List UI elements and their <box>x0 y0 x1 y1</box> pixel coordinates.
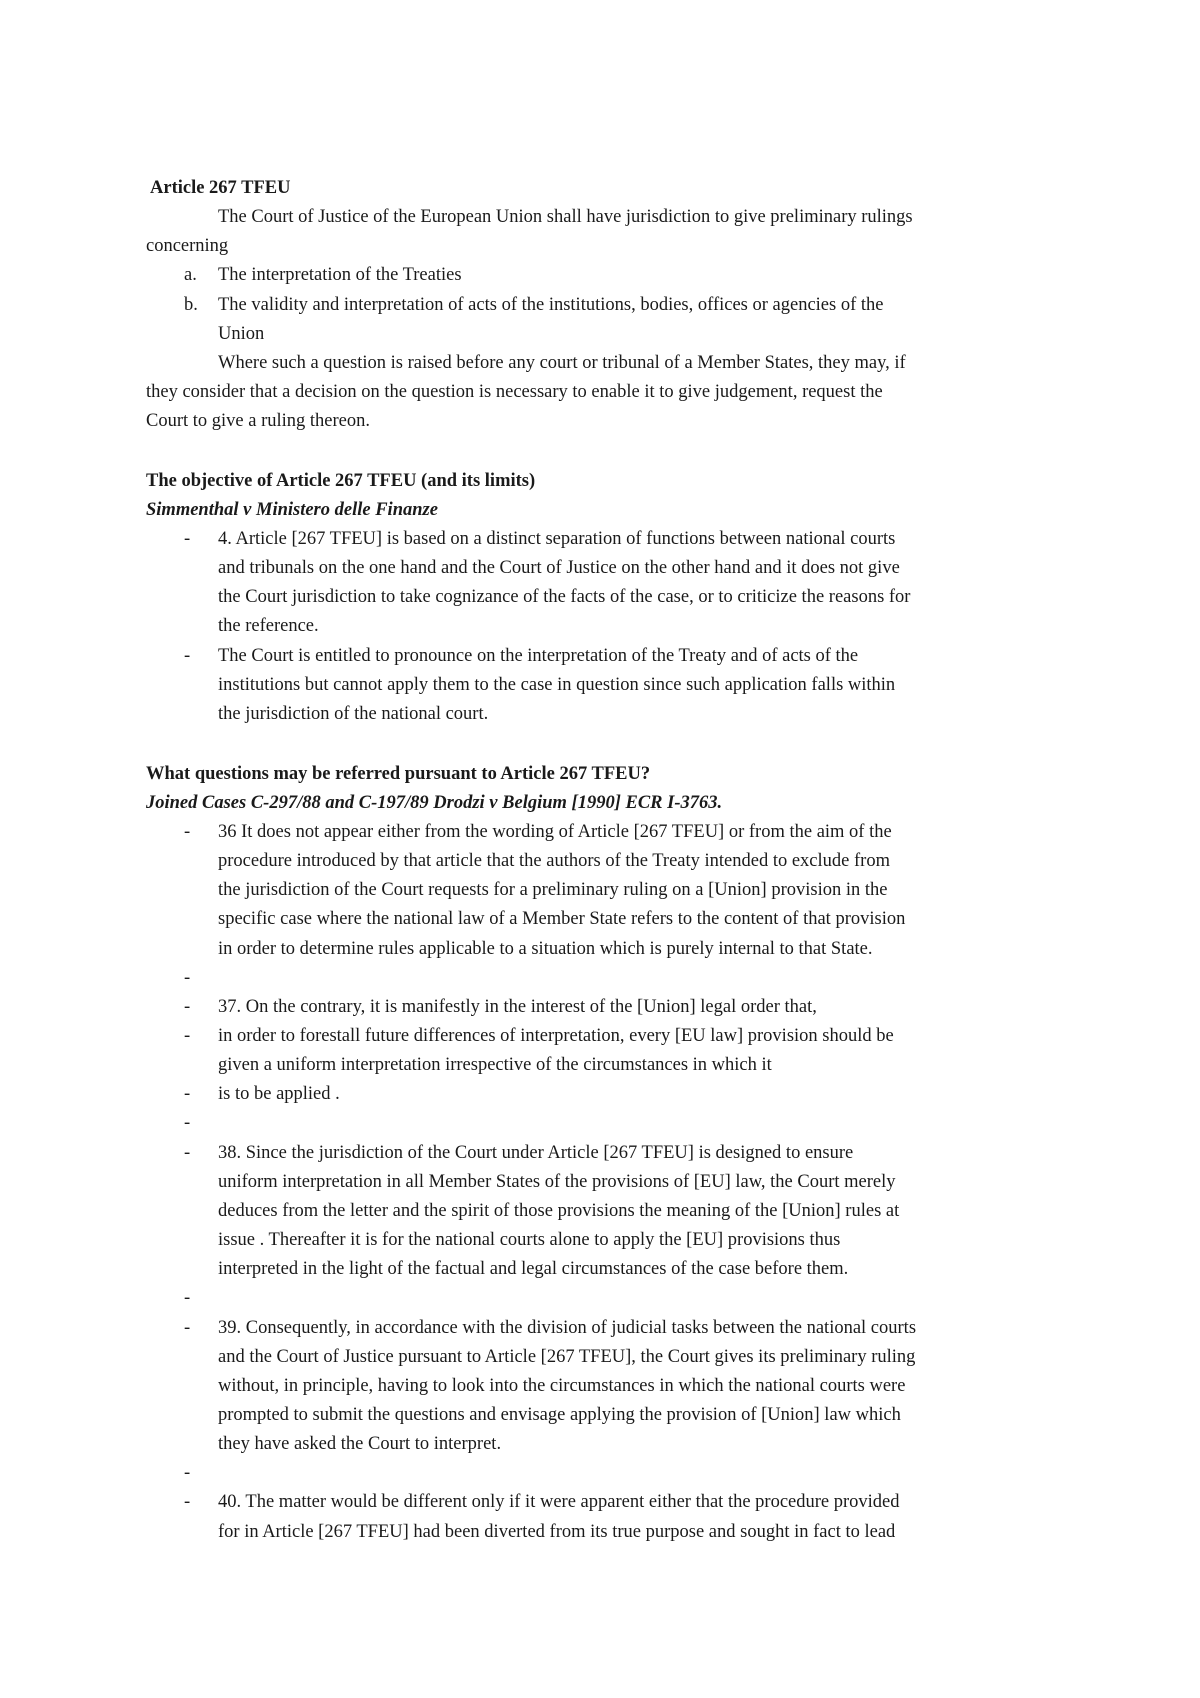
list-item-a: The interpretation of the Treaties <box>218 265 462 285</box>
bullet-text: uniform interpretation in all Member States of the provisions of [EU] law, the Court merely <box>218 1172 896 1192</box>
bullet-text: deduces from the letter and the spirit of those provisions the meaning of the [Union] rules at <box>218 1201 900 1221</box>
bullet-text: 40. The matter would be different only if it were apparent either that the procedure provided <box>218 1492 900 1512</box>
article-intro-line: concerning <box>146 236 229 256</box>
bullet-dash: - <box>184 1026 191 1046</box>
bullet-dash: - <box>184 1463 191 1483</box>
bullet-dash: - <box>184 968 191 988</box>
list-marker-a: a. <box>184 265 197 285</box>
bullet-text: 4. Article [267 TFEU] is based on a distinct separation of functions between national courts <box>218 529 896 549</box>
list-item-b: The validity and interpretation of acts of the institutions, bodies, offices or agencies of the <box>218 295 884 315</box>
bullet-text: issue . Thereafter it is for the national courts alone to apply the [EU] provisions thus <box>218 1230 841 1250</box>
bullet-dash: - <box>184 646 191 666</box>
bullet-text: 38. Since the jurisdiction of the Court under Article [267 TFEU] is designed to ensure <box>218 1143 854 1163</box>
bullet-dash: - <box>184 1318 191 1338</box>
bullet-dash: - <box>184 529 191 549</box>
bullet-text: they have asked the Court to interpret. <box>218 1434 502 1454</box>
article-paragraph-line: Where such a question is raised before any court or tribunal of a Member States, they may, if <box>218 353 906 373</box>
objective-case-title: Simmenthal v Ministero delle Finanze <box>146 500 438 520</box>
objective-heading: The objective of Article 267 TFEU (and its limits) <box>146 471 536 491</box>
bullet-text: the jurisdiction of the national court. <box>218 704 489 724</box>
bullet-dash: - <box>184 1084 191 1104</box>
bullet-text: the Court jurisdiction to take cognizance of the facts of the case, or to criticize the reasons for <box>218 587 911 607</box>
bullet-text: interpreted in the light of the factual and legal circumstances of the case before them. <box>218 1259 849 1279</box>
bullet-text: in order to forestall future differences of interpretation, every [EU law] provision should be <box>218 1026 894 1046</box>
bullet-dash: - <box>184 997 191 1017</box>
bullet-text: procedure introduced by that article that the authors of the Treaty intended to exclude from <box>218 851 890 871</box>
bullet-text: 39. Consequently, in accordance with the division of judicial tasks between the national courts <box>218 1318 917 1338</box>
article-paragraph-line: they consider that a decision on the question is necessary to enable it to give judgement, request the <box>146 382 883 402</box>
bullet-text: prompted to submit the questions and envisage applying the provision of [Union] law which <box>218 1405 901 1425</box>
bullet-text: institutions but cannot apply them to the case in question since such application falls within <box>218 675 896 695</box>
questions-case-title: Joined Cases C-297/88 and C-197/89 Drodzi v Belgium [1990] ECR I-3763. <box>146 793 723 813</box>
bullet-text: in order to determine rules applicable to a situation which is purely internal to that State. <box>218 939 873 959</box>
bullet-text: and tribunals on the one hand and the Court of Justice on the other hand and it does not give <box>218 558 900 578</box>
bullet-dash: - <box>184 1113 191 1133</box>
bullet-text: the jurisdiction of the Court requests for a preliminary ruling on a [Union] provision in the <box>218 880 888 900</box>
bullet-text: is to be applied . <box>218 1084 340 1104</box>
bullet-dash: - <box>184 1143 191 1163</box>
bullet-dash: - <box>184 1288 191 1308</box>
bullet-text: for in Article [267 TFEU] had been diverted from its true purpose and sought in fact to lead <box>218 1522 896 1542</box>
bullet-text: The Court is entitled to pronounce on the interpretation of the Treaty and of acts of the <box>218 646 859 666</box>
bullet-text: 36 It does not appear either from the wording of Article [267 TFEU] or from the aim of the <box>218 822 892 842</box>
bullet-dash: - <box>184 1492 191 1512</box>
list-marker-b: b. <box>184 295 198 315</box>
bullet-text: specific case where the national law of a Member State refers to the content of that provision <box>218 909 906 929</box>
article-paragraph-line: Court to give a ruling thereon. <box>146 411 371 431</box>
bullet-text: and the Court of Justice pursuant to Article [267 TFEU], the Court gives its preliminary ruling <box>218 1347 916 1367</box>
questions-heading: What questions may be referred pursuant to Article 267 TFEU? <box>146 764 651 784</box>
list-item-b: Union <box>218 324 265 344</box>
bullet-text: given a uniform interpretation irrespective of the circumstances in which it <box>218 1055 772 1075</box>
bullet-text: 37. On the contrary, it is manifestly in the interest of the [Union] legal order that, <box>218 997 817 1017</box>
bullet-dash: - <box>184 822 191 842</box>
bullet-text: without, in principle, having to look into the circumstances in which the national courts were <box>218 1376 906 1396</box>
article-heading: Article 267 TFEU <box>150 178 291 198</box>
article-intro-line: The Court of Justice of the European Union shall have jurisdiction to give preliminary rulings <box>218 207 913 227</box>
bullet-text: the reference. <box>218 616 319 636</box>
